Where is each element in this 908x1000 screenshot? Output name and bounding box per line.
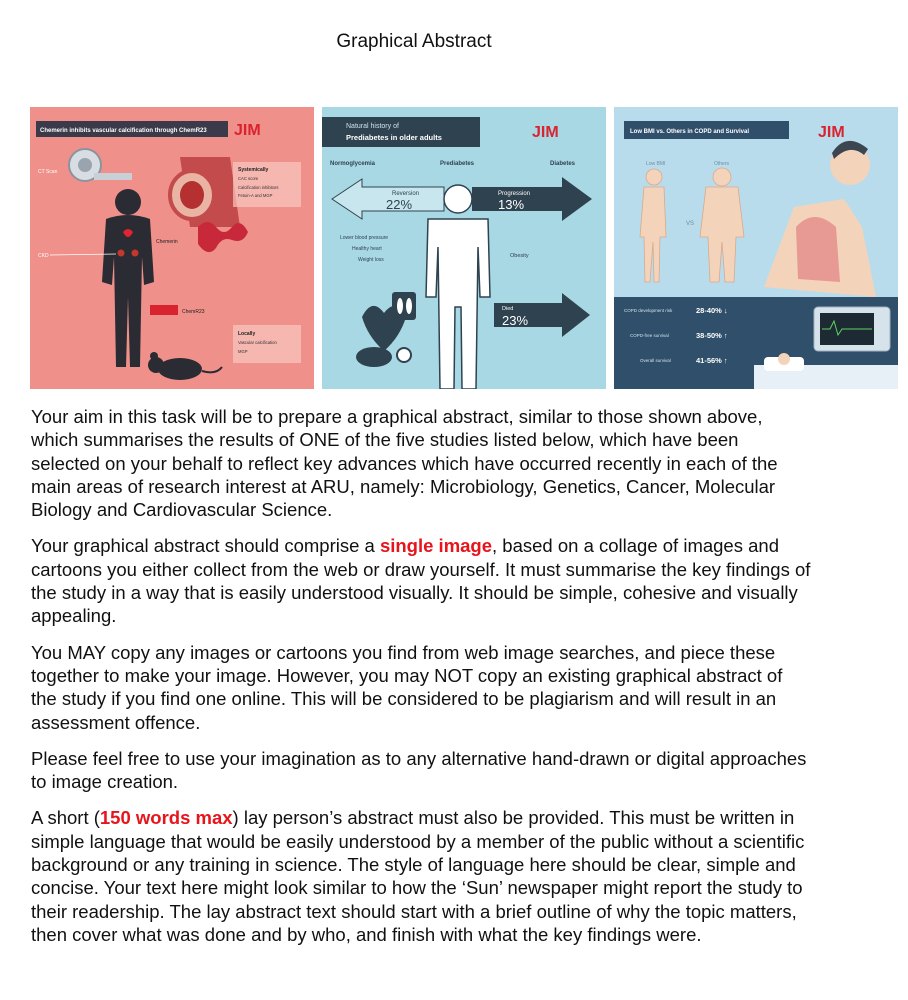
panel-header-line-1: Natural history of	[346, 123, 399, 130]
paragraph-imagination: Please feel free to use your imagination as to any alternative hand-drawn or digital approaches to image creation.	[31, 747, 807, 793]
progression-label: Progression	[498, 191, 531, 197]
kidney-icon	[118, 250, 125, 257]
example-panel-copd	[614, 107, 898, 389]
locally-label: Locally	[238, 331, 256, 337]
example-panel-chemerin	[30, 107, 314, 389]
text-segment: A short (	[31, 807, 100, 829]
progression-value: 13%	[498, 197, 525, 212]
blood-pressure-cuff-icon	[356, 347, 392, 367]
feet-scan-icon	[392, 292, 416, 320]
ckd-label: CKD	[38, 253, 49, 259]
systemically-label: Systemically	[238, 167, 269, 173]
stat-2-value: 38-50% ↑	[696, 331, 728, 340]
diabetes-label: Diabetes	[550, 161, 576, 167]
text-segment: Your graphical abstract should comprise a	[31, 535, 380, 557]
receptor-icon	[150, 305, 178, 315]
prediabetes-label: Prediabetes	[440, 161, 475, 167]
paragraph-lay-abstract	[31, 806, 811, 946]
panel-header-bar	[322, 117, 480, 147]
highlight-single-image: single image	[379, 535, 493, 557]
text-segment: , based on a collage of images and cartoons you either collect from the web or draw yourself. It must summarise the key findings of the study in a way that is easily understood visually. It should be simple, cohesive and visually appealing.	[31, 535, 811, 627]
medical-monitor-icon	[814, 307, 890, 351]
jim-logo: JIM	[532, 124, 559, 141]
systemic-line-2: Calcification inhibitors	[238, 185, 279, 190]
stat-2-label: COPD-free survival	[630, 333, 669, 338]
factor-1: Lower blood pressure	[340, 235, 389, 241]
chemr23-label: ChemR23	[182, 309, 205, 315]
highlight-word-limit: 150 words max	[99, 807, 233, 829]
vs-label: VS	[686, 221, 695, 227]
others-label: Others	[714, 161, 730, 167]
document-title: Graphical Abstract	[336, 31, 492, 52]
stat-1-label: COPD development risk	[624, 308, 673, 313]
stat-1-value: 28-40% ↓	[696, 306, 728, 315]
systemic-line-3: Fetuin-A and MGP	[238, 193, 273, 198]
obesity-label: Obesity	[510, 253, 529, 259]
example-panel-prediabetes	[322, 107, 606, 389]
local-line-1: Vascular calcification	[238, 340, 277, 345]
paragraph-copying: You MAY copy any images or cartoons you find from web image searches, and piece these together to make your image. However, you may NOT copy an existing graphical abstract of the study if you find one online. This will be considered to be plagiarism and will result in an assessment offence.	[31, 641, 783, 733]
text-segment: ) lay person’s abstract must also be provided. This must be written in simple language that would be easily understood by a member of the public without a scientific background or any training in science. The style of language here should be clear, simple and concise. Your text here might look similar to how the ‘Sun’ newspaper might report the study to their readership. The lay abstract text should start with a brief outline of why the topic matters, then cover what was done and by who, and finish with what the key findings were.	[31, 807, 805, 945]
jim-logo: JIM	[234, 122, 261, 139]
panel-header: Low BMI vs. Others in COPD and Survival	[630, 129, 750, 135]
low-bmi-label: Low BMI	[646, 161, 666, 167]
factor-2: Healthy heart	[352, 246, 382, 252]
normoglycemia-label: Normoglycemia	[330, 161, 376, 167]
instructions-text	[31, 405, 811, 959]
paragraph-single-image	[31, 534, 811, 627]
chemerin-label: Chemerin	[156, 239, 178, 245]
panel-header-line-2: Prediabetes in older adults	[346, 133, 442, 142]
reversion-value: 22%	[386, 197, 413, 212]
stat-3-label: Overall survival	[640, 358, 671, 363]
factor-3: Weight loss	[358, 257, 384, 263]
systemic-line-1: CAC score	[238, 176, 259, 181]
graphical-abstract-examples	[30, 107, 898, 389]
local-line-2: MGP	[238, 349, 248, 354]
jim-logo: JIM	[818, 124, 845, 141]
paragraph-aim: Your aim in this task will be to prepare a graphical abstract, similar to those shown above, which summarises the results of ONE of the five studies listed below, which have been selected on your behalf to reflect key advances which have occurred recently in each of the main areas of research interest at ARU, namely: Microbiology, Genetics, Cancer, Molecular Biology and Cardiovascular Science.	[31, 406, 778, 521]
reversion-label: Reversion	[392, 191, 420, 197]
died-value: 23%	[502, 313, 529, 328]
died-label: Died	[502, 306, 514, 312]
panel-header: Chemerin inhibits vascular calcification through ChemR23	[40, 128, 207, 134]
ct-scan-label: CT Scan	[38, 169, 58, 175]
stat-3-value: 41-56% ↑	[696, 356, 728, 365]
